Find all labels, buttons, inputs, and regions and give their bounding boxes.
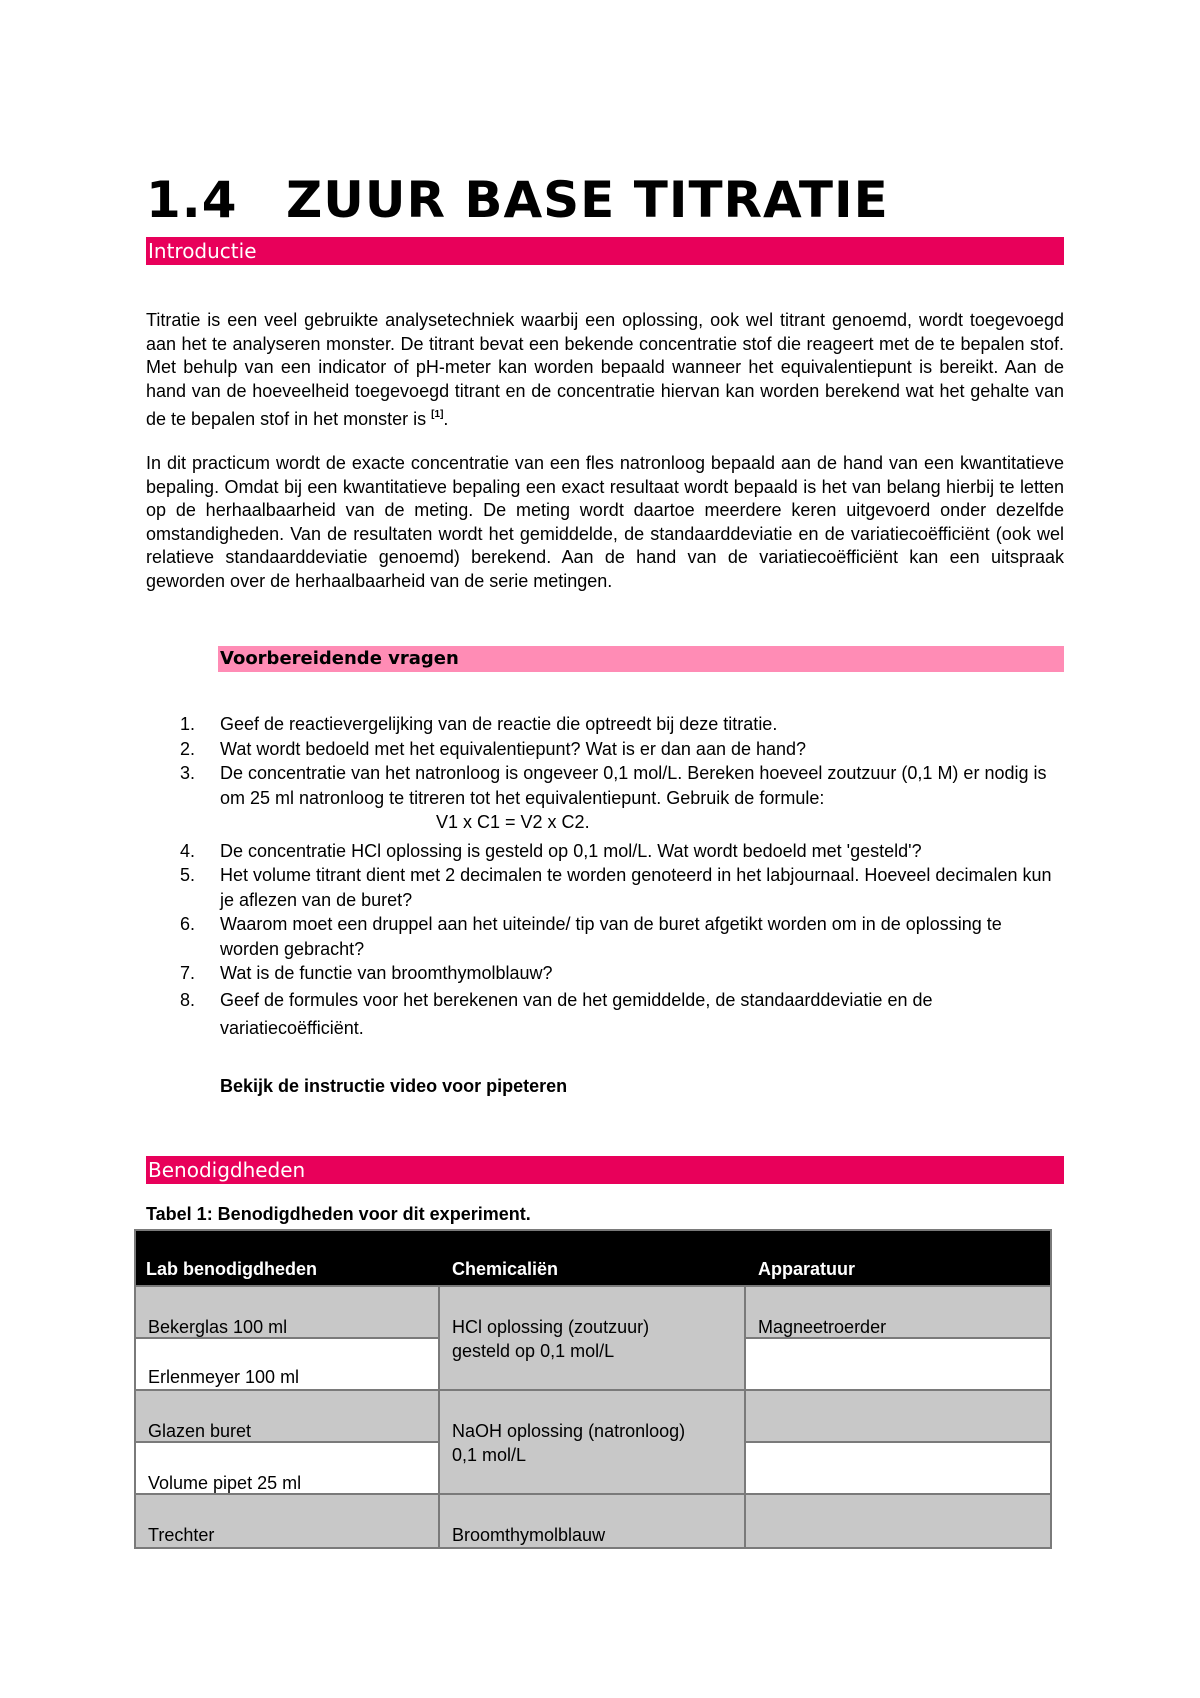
column-header: Chemicaliën [452,1259,559,1279]
page-title [146,170,889,230]
table-cell [744,1493,1052,1549]
materials-table [134,1229,1052,1549]
section-header-introductie: Introductie [146,237,1064,265]
table-cell: Trechter [134,1493,440,1549]
table-cell: HCl oplossing (zoutzuur) gesteld op 0,1 mol/L [438,1285,746,1391]
list-item: 2. Wat wordt bedoeld met het equivalentiepunt? Wat is er dan aan de hand? [180,738,807,759]
intro-paragraph-1-text: Titratie is een veel gebruikte analysetechniek waarbij een oplossing, ook wel titrant genoemd, wordt toegevoegd aan het te analyseren monster. De titrant bevat een bekende concentratie stof die reageert met de te bepalen stof. Met behulp van een indicator of pH-meter kan worden bepaald wanneer het equivalentiepunt is bereikt. Aan de hand van de hoeveelheid toegevoegd titrant en de concentratie hiervan kan worden berekend wat het gehalte van de te bepalen stof in het monster is [146,310,1064,429]
section-number: 1.4 [146,171,238,229]
table-cell [744,1441,1052,1495]
table-cell: Volume pipet 25 ml [134,1441,440,1495]
questions-list [180,712,1060,1042]
table-caption: Tabel 1: Benodigdheden voor dit experiment. [146,1204,531,1224]
table-cell [744,1389,1052,1443]
list-item: 8. Geef de formules voor het berekenen van de het gemiddelde, de standaarddeviatie en de variatiecoëfficiënt. [180,989,933,1038]
table-cell: NaOH oplossing (natronloog) 0,1 mol/L [438,1389,746,1495]
table-cell [744,1337,1052,1391]
column-header: Lab benodigdheden [146,1259,317,1279]
table-header-row [134,1229,1052,1285]
section-title: ZUUR BASE TITRATIE [286,171,889,229]
formula: V1 x C1 = V2 x C2. [436,812,590,832]
list-item: 6. Waarom moet een druppel aan het uiteinde/ tip van de buret afgetikt worden om in de oplossing te worden gebracht? [180,914,1002,959]
intro-paragraph-2: In dit practicum wordt de exacte concentratie van een fles natronloog bepaald aan de hand van een kwantitatieve bepaling. Omdat bij een kwantitatieve bepaling een exact resultaat wordt bepaald is het van belang hierbij te letten op de herhaalbaarheid van de meting. De meting wordt daartoe meerdere keren uitgevoerd onder dezelfde omstandigheden. Van de resultaten wordt het gemiddelde, de standaarddeviatie en de variatiecoëfficiënt (ook wel relatieve standaarddeviatie genoemd) berekend. Aan de hand van de variatiecoëfficiënt kan een uitspraak geworden over de herhaalbaarheid van de serie metingen. [146,453,1064,591]
list-item: 3. De concentratie van het natronloog is ongeveer 0,1 mol/L. Bereken hoeveel zoutzuur (0,1 M) er nodig is om 25 ml natronloog te titreren tot het equivalentiepunt. Gebruik de formule: V1 x C1 = V2 x C2. [180,761,1060,835]
intro-paragraph-1 [146,309,1064,432]
table-cell: Bekerglas 100 ml [134,1285,440,1339]
section-header-voorbereidende-vragen: Voorbereidende vragen [218,646,1064,672]
table-cell: Erlenmeyer 100 ml [134,1337,440,1391]
list-item: 4. De concentratie HCl oplossing is gesteld op 0,1 mol/L. Wat wordt bedoeld met 'gesteld'? [180,840,922,861]
section-header-benodigdheden: Benodigdheden [146,1156,1064,1184]
table-cell: Glazen buret [134,1389,440,1443]
table-cell: Broomthymolblauw [438,1493,746,1549]
list-item: 7. Wat is de functie van broomthymolblauw? [180,963,553,983]
intro-paragraph-1-end: . [443,409,449,429]
column-header: Apparatuur [758,1259,856,1279]
reference-marker: [1] [431,409,444,420]
video-note: Bekijk de instructie video voor pipeteren [220,1076,568,1096]
list-item: 1. Geef de reactievergelijking van de reactie die optreedt bij deze titratie. [180,714,778,734]
table-cell: Magneetroerder [744,1285,1052,1339]
list-item: 5. Het volume titrant dient met 2 decimalen te worden genoteerd in het labjournaal. Hoeveel decimalen kun je aflezen van de buret? [180,865,1052,910]
